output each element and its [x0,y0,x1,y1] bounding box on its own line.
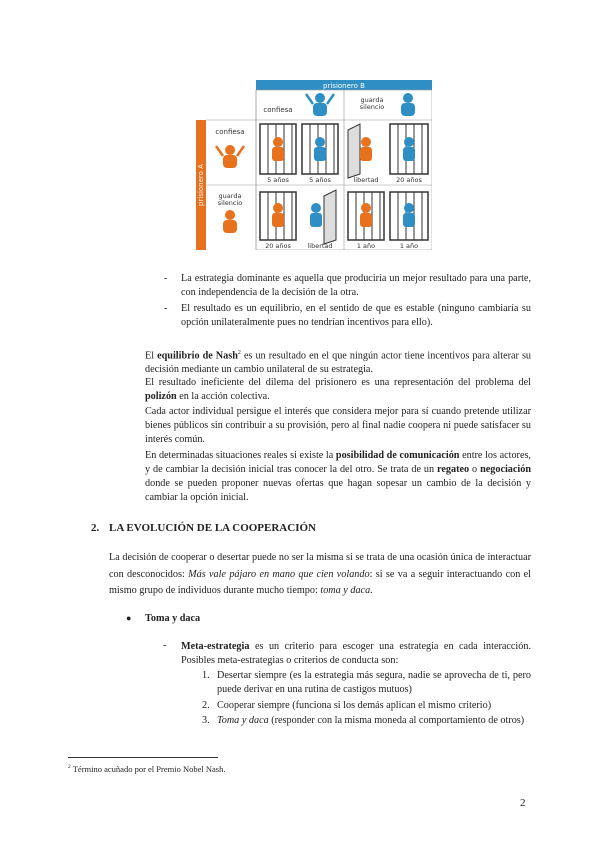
list-item-2: Cooperar siempre (funciona si los demás aplican el mismo criterio) [217,700,492,711]
paragraph-nash: El equilibrio de Nash$^2$ es un resultado en el que ningún actor tiene incentivos para alterar su decisión mediante un cambio unilateral de su estrategia. [145,350,531,376]
section-title: LA EVOLUCIÓN DE LA COOPERACIÓN [109,522,316,534]
col2-label-b: silencio [359,103,385,111]
bullet-equilibrium: El resultado es un equilibrio, en el sentido de que es estable (ninguno cambiaría su opción unilateralmente pues no tendrían incentivos para ello). [181,303,531,328]
c11a: 5 años [267,176,289,184]
list-item-1: Desertar siempre (es la estrategia más segura, nadie se aprovecha de ti, pero puede derivar en una rutina de castigos mutuos) [217,670,531,695]
c21b: libertad [307,242,333,250]
cell-silence-silence [348,192,428,250]
col2-label-a: guarda [360,96,384,104]
bullet-dash: - [164,303,168,314]
paragraph-actor: Cada actor individual persigue el interés que considera mejor para sí cuando pretende utilizar bienes públicos sin contribuir a su provisión, pero al final nadie coopera ni puede satisfacer su interés común. [145,406,531,445]
prisoners-dilemma-figure [196,80,432,250]
bullet-toma-y-daca: Toma y daca [145,613,201,624]
list-num-2: 2. [202,700,210,711]
header-side: prisionero A [197,164,205,206]
header-top: prisionero B [323,82,365,90]
intro-paragraph: La decisión de cooperar o desertar puede no ser la misma si se trata de una ocasión única de interactuar con desconocidos: Más vale pájaro en mano que cien volando: si se va a seguir interactuando con el mismo grupo de individuos durante mucho tiempo: toma y daca. [109,552,531,596]
page-number: 2 [520,797,526,809]
footnote-rule [68,757,218,758]
bullet-dot: ● [126,613,132,623]
blue-figure-col1 [306,93,334,116]
bullet-dash: - [163,640,167,651]
row1-label: confiesa [215,128,245,136]
cell-silence-confess [260,190,336,250]
c22a: 1 año [356,242,376,250]
list-num-3: 3. [202,715,210,726]
footnote: $^2$ Término acuñado por el Premio Nobel Nash. [68,764,226,774]
row2-label-b: silencio [217,199,243,207]
cell-confess-confess [260,124,338,184]
paragraph-polizon: El resultado ineficiente del dilema del prisionero es una representación del problema del polizón en la acción colectiva. [145,377,531,402]
c21a: 20 años [265,242,291,250]
bullet-dash: - [164,273,168,284]
paragraph-comunicacion: En determinadas situaciones reales si existe la posibilidad de comunicación entre los actores, y de cambiar la decisión inicial tras conocer la del otro. Se trata de un regateo o negociación donde se pueden proponer nuevas ofertas que hagan sopesar un cambio de la decisión y cambiar la opción inicial. [145,450,532,503]
bullet-dominant-strategy: La estrategia dominante es aquella que produciría un mejor resultado para una parte, con independencia de la decisión de la otra. [181,273,531,298]
orange-figure-row2 [223,210,237,233]
c11b: 5 años [309,176,331,184]
c12a: libertad [353,176,379,184]
c22b: 1 año [399,242,419,250]
meta-strategy: Meta-estrategia es un criterio para escoger una estrategia en cada interacción. Posibles meta-estrategias o criterios de conducta son: [181,641,531,666]
row2-label-a: guarda [218,192,242,200]
col1-label: confiesa [263,106,293,114]
cell-confess-silence [348,124,428,184]
section-number: 2. [91,522,100,534]
list-item-3: Toma y daca (responder con la misma moneda al comportamiento de otros) [217,715,525,726]
list-num-1: 1. [202,670,210,681]
c12b: 20 años [396,176,422,184]
orange-figure-row1 [216,145,244,168]
blue-figure-col2 [401,93,415,116]
